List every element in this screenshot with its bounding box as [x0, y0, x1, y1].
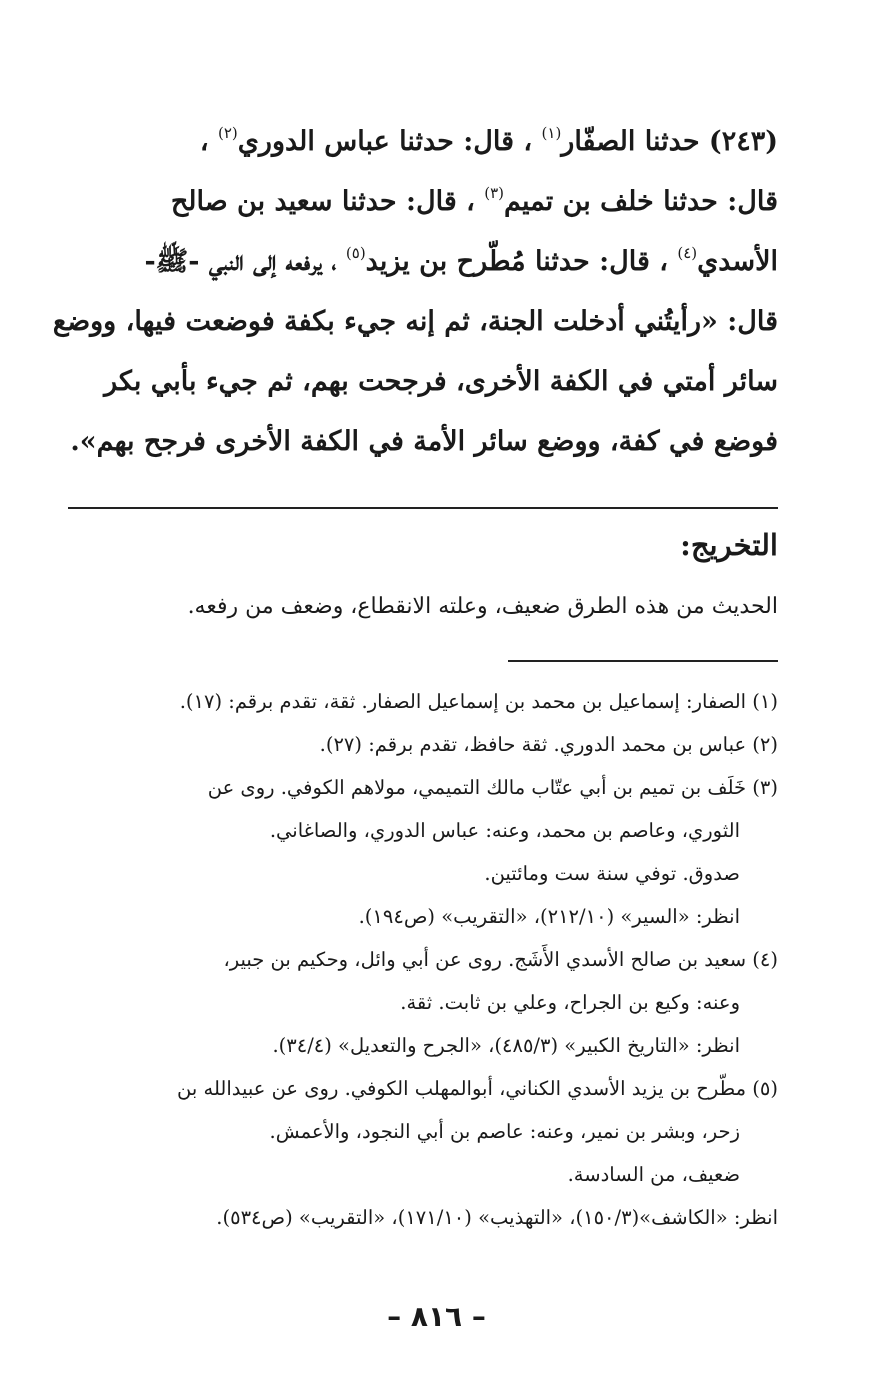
- footnote-line: (٤) سعيد بن صالح الأسدي الأَشَج. روى عن أبي وائل، وحكيم بن جبير،: [223, 948, 778, 971]
- footnote-separator: [508, 660, 778, 662]
- section-divider: [68, 507, 778, 509]
- footnote-line: انظر: «الكاشف»(١٥٠/٣)، «التهذيب» (١٧١/١٠)، «التقريب» (ص٥٣٤).: [216, 1206, 778, 1229]
- hadith-number: (٢٤٣): [708, 126, 778, 157]
- takhrij-heading: التخريج:: [680, 528, 778, 562]
- hadith-text-segment: حدثنا الصفّار: [561, 126, 700, 157]
- footnote-line: وعنه: وكيع بن الجراح، وعلي بن ثابت. ثقة.: [400, 991, 740, 1014]
- hadith-text-segment: ، يرفعه إلى النبي -ﷺ-: [144, 246, 337, 277]
- hadith-line-5: سائر أمتي في الكفة الأخرى، فرجحت بهم، ثم جيء بأبي بكر: [104, 366, 778, 397]
- hadith-text-segment: ، قال: حدثنا سعيد بن صالح: [170, 186, 475, 217]
- page-number: – ٨١٦ –: [387, 1300, 486, 1333]
- footnote-line: زحر، وبشر بن نمير، وعنه: عاصم بن أبي النجود، والأعمش.: [269, 1120, 740, 1143]
- hadith-line-2: [60, 172, 778, 232]
- footnote-line: انظر: «السير» (٢١٢/١٠)، «التقريب» (ص١٩٤).: [358, 905, 740, 928]
- footnote-ref-4[interactable]: (٤): [677, 244, 698, 262]
- footnote-line: صدوق. توفي سنة ست ومائتين.: [484, 862, 740, 885]
- footnote-line: (٥) مطّرح بن يزيد الأسدي الكناني، أبوالمهلب الكوفي. روى عن عبيدالله بن: [177, 1077, 778, 1100]
- hadith-text-segment: قال: حدثنا خلف بن تميم: [504, 186, 778, 217]
- footnotes: [60, 680, 778, 1239]
- footnote-line: (٣) خَلَف بن تميم بن أبي عتّاب مالك التميمي، مولاهم الكوفي. روى عن: [207, 776, 778, 799]
- footnote-line: (١) الصفار: إسماعيل بن محمد بن إسماعيل الصفار. ثقة، تقدم برقم: (١٧).: [179, 690, 778, 713]
- footnote-line: الثوري، وعاصم بن محمد، وعنه: عباس الدوري، والصاغاني.: [269, 819, 740, 842]
- footnote-ref-5[interactable]: (٥): [345, 244, 366, 262]
- hadith-text-segment: ، قال: حدثنا مُطّرح بن يزيد: [365, 246, 668, 277]
- hadith-line-1: [60, 112, 778, 172]
- hadith-text-segment: الأسدي: [697, 246, 778, 277]
- hadith-line-3: [60, 232, 778, 292]
- footnote-ref-3[interactable]: (٣): [484, 184, 505, 202]
- footnote-ref-1[interactable]: (١): [541, 124, 562, 142]
- footnote-ref-2[interactable]: (٢): [217, 124, 238, 142]
- hadith-line-4: قال: «رأيتُني أدخلت الجنة، ثم إنه جيء بكفة فوضعت فيها، ووضع: [52, 306, 778, 337]
- hadith-text-segment: ،: [199, 126, 209, 157]
- footnote-line: ضعيف، من السادسة.: [567, 1163, 740, 1186]
- hadith-text-segment: ، قال: حدثنا عباس الدوري: [237, 126, 533, 157]
- footnote-line: انظر: «التاريخ الكبير» (٤٨٥/٣)، «الجرح والتعديل» (٣٤/٤).: [272, 1034, 740, 1057]
- footnote-line: (٢) عباس بن محمد الدوري. ثقة حافظ، تقدم برقم: (٢٧).: [319, 733, 778, 756]
- hadith-text: [52, 112, 778, 472]
- hadith-line-6: فوضع في كفة، ووضع سائر الأمة في الكفة الأخرى فرجح بهم».: [70, 426, 778, 457]
- takhrij-text: الحديث من هذه الطرق ضعيف، وعلته الانقطاع، وضعف من رفعه.: [187, 594, 778, 619]
